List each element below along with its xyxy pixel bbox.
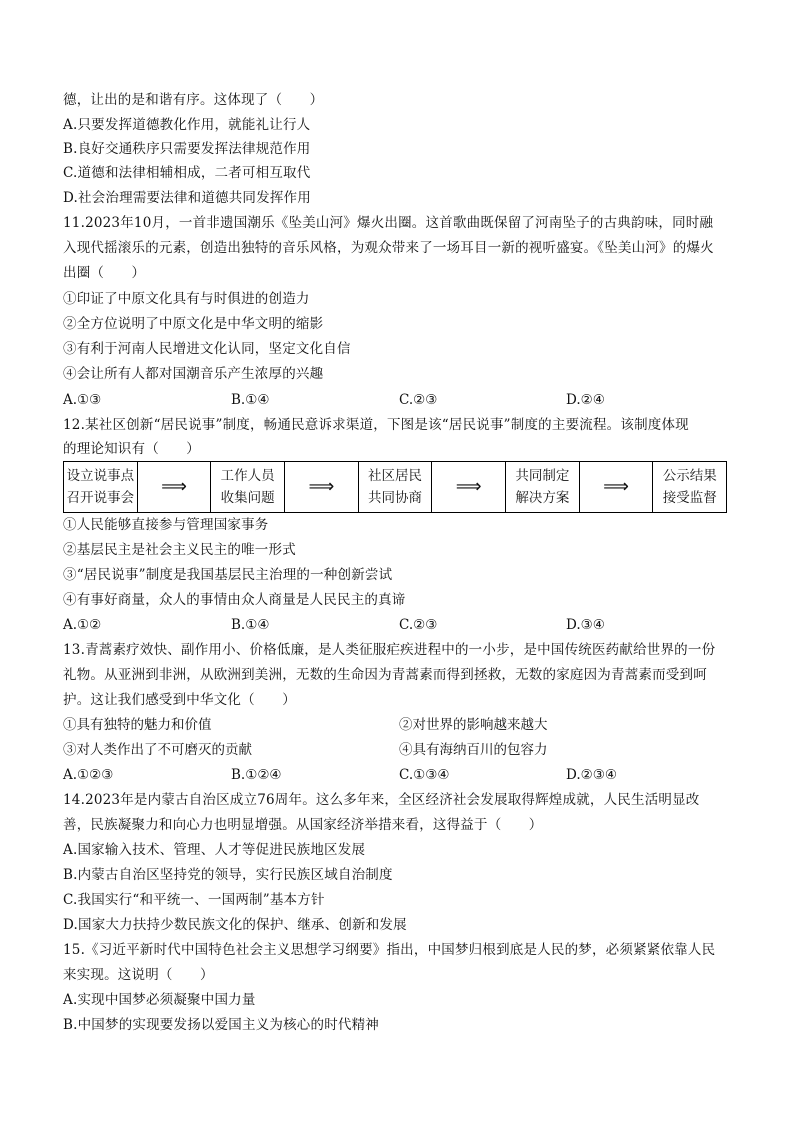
question-15-line: 来实现。这说明（ ） <box>63 967 214 983</box>
q13-option-a: A.①②③ <box>63 767 114 783</box>
statement-line: ④会让所有人都对国潮音乐产生浓厚的兴趣 <box>63 366 324 382</box>
flow-step-2 <box>211 462 285 512</box>
flow-arrow <box>432 462 506 512</box>
arrow-right-icon: ⟹ <box>161 476 187 497</box>
flow-step-text: 解决方案 <box>515 490 570 506</box>
q13-statement-3: ③对人类作出了不可磨灭的贡献 <box>63 742 252 758</box>
question-11-line: 入现代摇滚乐的元素，创造出独特的音乐风格，为观众带来了一场耳目一新的视听盛宴。《坠美山河》的爆火 <box>63 240 714 256</box>
q12-option-c: C.②③ <box>399 617 438 633</box>
question-14-line: 14.2023年是内蒙古自治区成立76周年。这么多年来，全区经济社会发展取得辉煌成就，人民生活明显改 <box>63 792 700 808</box>
option-line: A.实现中国梦必须凝聚中国力量 <box>63 992 256 1008</box>
statement-line: ②全方位说明了中原文化是中华文明的缩影 <box>63 316 324 332</box>
option-line: C.我国实行“和平统一、一国两制”基本方针 <box>63 892 325 908</box>
question-11-line: 11.2023年10月，一首非遗国潮乐《坠美山河》爆火出圈。这首歌曲既保留了河南坠子的古典韵味，同时融 <box>63 215 714 231</box>
flow-step-text: 收集问题 <box>220 490 275 506</box>
arrow-right-icon: ⟹ <box>455 476 482 497</box>
q12-option-d: D.③④ <box>566 617 605 633</box>
flow-step-text: 共同制定 <box>515 468 570 484</box>
option-line: A.国家输入技术、管理、人才等促进民族地区发展 <box>63 842 366 858</box>
q12-option-b: B.①④ <box>231 617 270 633</box>
option-line: D.国家大力扶持少数民族文化的保护、继承、创新和发展 <box>63 917 407 933</box>
statement-line: ③“居民说事”制度是我国基层民主治理的一种创新尝试 <box>63 567 393 583</box>
flow-step-text: 共同协商 <box>368 490 423 506</box>
flow-diagram <box>63 461 727 513</box>
text-line: B.良好交通秩序只需要发挥法律规范作用 <box>63 141 311 157</box>
question-11-line: 出圈（ ） <box>63 265 146 281</box>
option-line: B.中国梦的实现要发扬以爱国主义为核心的时代精神 <box>63 1017 380 1033</box>
flow-step-text: 社区居民 <box>368 468 423 484</box>
q13-statement-2: ②对世界的影响越来越大 <box>399 717 548 733</box>
q11-option-c: C.②③ <box>399 392 438 408</box>
statement-line: ②基层民主是社会主义民主的唯一形式 <box>63 542 296 558</box>
flow-arrow <box>285 462 359 512</box>
flow-step-text: 召开说事会 <box>66 490 135 506</box>
text-line: D.社会治理需要法律和道德共同发挥作用 <box>63 190 311 206</box>
question-14-line: 善，民族凝聚力和向心力也明显增强。从国家经济举措来看，这得益于（ ） <box>63 817 543 833</box>
question-12-line: 的理论知识有（ ） <box>63 441 200 457</box>
q11-option-b: B.①④ <box>231 392 270 408</box>
q13-option-b: B.①②④ <box>231 767 282 783</box>
q13-option-c: C.①③④ <box>399 767 450 783</box>
question-13-line: 13.青蒿素疗效快、副作用小、价格低廉，是人类征服疟疾进程中的一小步，是中国传统医药献给世界的一份 <box>63 642 716 658</box>
question-15-line: 15.《习近平新时代中国特色社会主义思想学习纲要》指出，中国梦归根到底是人民的梦，必须紧紧依靠人民 <box>63 942 716 958</box>
text-line: 德，让出的是和谐有序。这体现了（ ） <box>63 92 324 108</box>
flow-step-3 <box>359 462 433 512</box>
arrow-right-icon: ⟹ <box>603 476 629 497</box>
q13-statement-4: ④具有海纳百川的包容力 <box>399 742 548 758</box>
question-12-line: 12.某社区创新“居民说事”制度，畅通民意诉求渠道，下图是该“居民说事”制度的主要流程。该制度体现 <box>63 417 689 433</box>
flow-step-4 <box>506 462 580 512</box>
text-line: C.道德和法律相辅相成，二者可相互取代 <box>63 165 311 181</box>
flow-step-text: 设立说事点 <box>66 468 135 484</box>
flow-step-5 <box>653 462 726 512</box>
question-13-line: 护。这让我们感受到中华文化（ ） <box>63 692 296 708</box>
statement-line: ①印证了中原文化具有与时俱进的创造力 <box>63 291 310 307</box>
flow-step-text: 公示结果 <box>662 468 717 484</box>
q12-option-a: A.①② <box>63 617 102 633</box>
statement-line: ④有事好商量，众人的事情由众人商量是人民民主的真谛 <box>63 592 406 608</box>
text-line: A.只要发挥道德教化作用，就能礼让行人 <box>63 117 311 133</box>
option-line: B.内蒙古自治区坚持党的领导，实行民族区域自治制度 <box>63 867 393 883</box>
statement-line: ①人民能够直接参与管理国家事务 <box>63 517 269 533</box>
q13-option-d: D.②③④ <box>566 767 617 783</box>
q11-option-d: D.②④ <box>566 392 605 408</box>
arrow-right-icon: ⟹ <box>308 476 335 497</box>
q11-option-a: A.①③ <box>63 392 102 408</box>
flow-step-text: 工作人员 <box>220 468 275 484</box>
flow-step-1 <box>64 462 138 512</box>
q13-statement-1: ①具有独特的魅力和价值 <box>63 717 212 733</box>
statement-line: ③有利于河南人民增进文化认同，坚定文化自信 <box>63 341 351 357</box>
flow-step-text: 接受监督 <box>662 490 717 506</box>
flow-arrow <box>580 462 654 512</box>
flow-arrow <box>138 462 212 512</box>
question-13-line: 礼物。从亚洲到非洲，从欧洲到美洲，无数的生命因为青蒿素而得到拯救，无数的家庭因为青蒿素而受到呵 <box>63 667 707 683</box>
